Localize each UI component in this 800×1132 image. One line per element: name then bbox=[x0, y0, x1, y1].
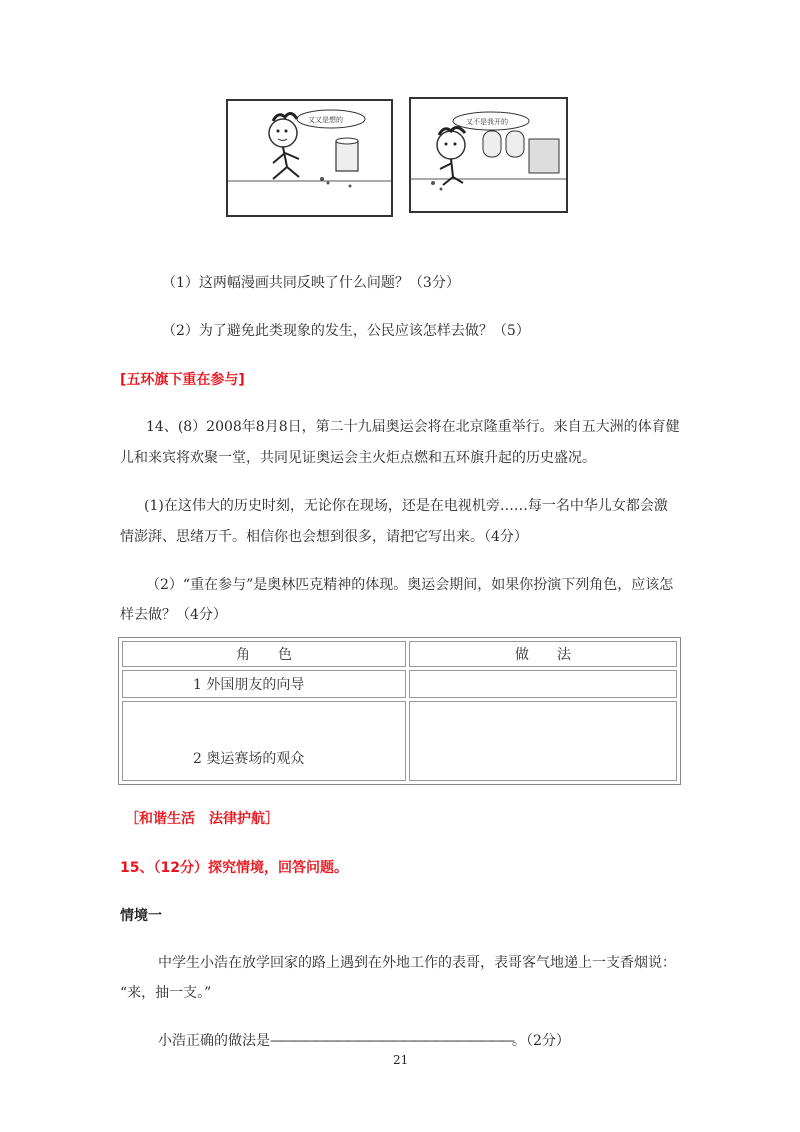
cartoon-water-tap-illustration bbox=[411, 99, 566, 211]
olympic-intro-line-2: 儿和来宾将欢聚一堂，共同见证奥运会主火炬点燃和五环旗升起的历史盛况。 bbox=[120, 450, 596, 466]
panel2-speech-text: 又不是我开的 bbox=[466, 118, 508, 126]
table-cell-role-spectator: 2 奥运赛场的观众 bbox=[122, 701, 406, 781]
scenario-line-2: “来，抽一支。” bbox=[120, 985, 212, 1001]
answer-line bbox=[158, 1031, 570, 1051]
olympic-question-1-line-1: (1)在这伟大的历史时刻，无论你在现场，还是在电视机旁……每一名中华儿女都会激 bbox=[144, 498, 668, 514]
page-number: 21 bbox=[393, 1053, 409, 1067]
cartoon-panel-littering bbox=[226, 99, 393, 217]
roles-table bbox=[118, 637, 681, 785]
olympic-question-2-line-2: 样去做？（4分） bbox=[120, 607, 227, 623]
answer-suffix: 。（2分） bbox=[512, 1033, 570, 1049]
table-cell-action-spectator[interactable] bbox=[409, 701, 677, 781]
question-15-heading: 15、（12分）探究情境，回答问题。 bbox=[120, 860, 348, 876]
answer-prefix: 小浩正确的做法是 bbox=[158, 1033, 270, 1049]
olympic-question-1-line-2: 情澎湃、思绪万千。相信你也会想到很多，请把它写出来。（4分） bbox=[120, 529, 528, 545]
olympic-question-2-line-1: （2）“重在参与”是奥林匹克精神的体现。奥运会期间，如果你扮演下列角色，应该怎 bbox=[146, 577, 674, 593]
table-header-action: 做 法 bbox=[409, 641, 677, 667]
section-heading-olympic: [五环旗下重在参与] bbox=[120, 372, 245, 388]
panel1-speech-text: 又又是想的 bbox=[308, 116, 343, 124]
scenario-line-1: 中学生小浩在放学回家的路上遇到在外地工作的表哥，表哥客气地递上一支香烟说： bbox=[158, 955, 676, 971]
table-header-role: 角 色 bbox=[122, 641, 406, 667]
cartoon-question-1: （1）这两幅漫画共同反映了什么问题？（3分） bbox=[162, 275, 460, 291]
table-row bbox=[122, 701, 677, 781]
cartoon-panel-water-tap bbox=[409, 97, 568, 213]
roles-table-header-row bbox=[122, 641, 677, 667]
section-heading-law: ［和谐生活 法律护航］ bbox=[125, 811, 279, 827]
cartoon-littering-illustration bbox=[228, 101, 391, 215]
table-cell-action-guide[interactable] bbox=[409, 670, 677, 698]
answer-blank[interactable]: —————————————————————— bbox=[270, 1033, 512, 1049]
cartoon-question-2: （2）为了避免此类现象的发生，公民应该怎样去做？（5） bbox=[162, 323, 530, 339]
scenario-title: 情境一 bbox=[120, 908, 162, 924]
olympic-intro-line-1: 14、(8）2008年8月8日，第二十九届奥运会将在北京隆重举行。来自五大洲的体育健 bbox=[146, 419, 680, 435]
table-cell-role-guide: 1 外国朋友的向导 bbox=[122, 670, 406, 698]
table-row bbox=[122, 670, 677, 698]
